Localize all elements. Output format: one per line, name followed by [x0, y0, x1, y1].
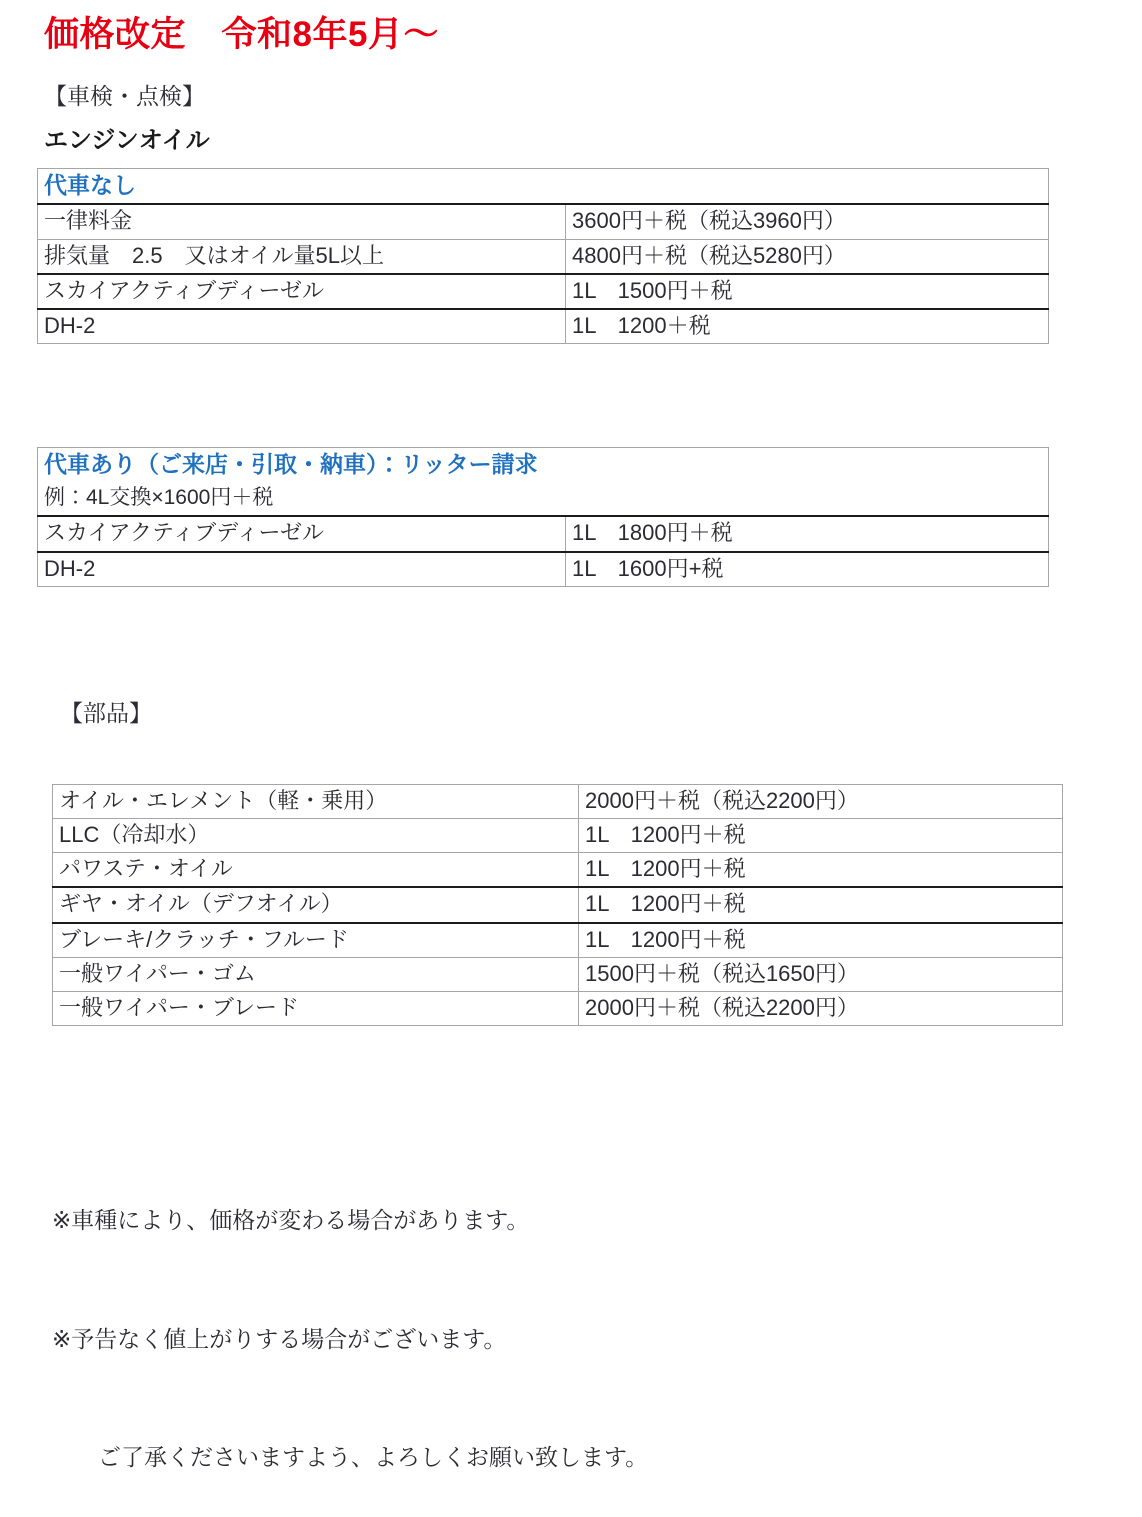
row-price: 1L 1200円＋税	[579, 819, 1063, 853]
table-row-header	[38, 169, 1049, 205]
row-item: ブレーキ/クラッチ・フルード	[53, 923, 579, 958]
table-with-loaner-header: 代車あり（ご来店・引取・納車）：リッター請求	[38, 448, 1049, 483]
row-price: 2000円＋税（税込2200円）	[579, 991, 1063, 1025]
table-row-header	[38, 448, 1049, 483]
table-row	[53, 991, 1063, 1025]
table-row	[38, 274, 1049, 309]
row-item: 排気量 2.5 又はオイル量5L以上	[38, 239, 566, 274]
row-price: 1L 1200円＋税	[579, 853, 1063, 888]
row-item: LLC（冷却水）	[53, 819, 579, 853]
row-item: パワステ・オイル	[53, 853, 579, 888]
table-row	[53, 853, 1063, 888]
row-item: DH-2	[38, 552, 566, 587]
row-price: 4800円＋税（税込5280円）	[566, 239, 1049, 274]
table-row	[38, 309, 1049, 344]
table-parts	[52, 784, 1063, 1026]
table-no-loaner-header: 代車なし	[38, 169, 1049, 205]
row-item: DH-2	[38, 309, 566, 344]
table-no-loaner	[37, 168, 1049, 344]
row-price: 1L 1500円＋税	[566, 274, 1049, 309]
table-row	[38, 204, 1049, 239]
row-price: 2000円＋税（税込2200円）	[579, 785, 1063, 819]
row-item: スカイアクティブディーゼル	[38, 516, 566, 551]
table-row	[38, 552, 1049, 587]
section-label-inspection: 【車検・点検】	[44, 83, 205, 109]
row-item: 一律料金	[38, 204, 566, 239]
row-price: 1L 1200円＋税	[579, 887, 1063, 922]
section-label-engine-oil: エンジンオイル	[44, 127, 210, 154]
table-with-loaner	[37, 447, 1049, 587]
row-price: 1L 1600円+税	[566, 552, 1049, 587]
table-row	[53, 957, 1063, 991]
row-item: スカイアクティブディーゼル	[38, 274, 566, 309]
row-item: 一般ワイパー・ゴム	[53, 957, 579, 991]
page-title: 価格改定 令和8年5月～	[44, 15, 439, 54]
row-price: 1L 1200＋税	[566, 309, 1049, 344]
row-item: オイル・エレメント（軽・乗用）	[53, 785, 579, 819]
row-price: 1L 1800円＋税	[566, 516, 1049, 551]
row-price: 3600円＋税（税込3960円）	[566, 204, 1049, 239]
table-with-loaner-note: 例：4L交換×1600円＋税	[38, 482, 1049, 516]
row-item: ギヤ・オイル（デフオイル）	[53, 887, 579, 922]
table-row	[53, 887, 1063, 922]
row-item: 一般ワイパー・ブレード	[53, 991, 579, 1025]
footer-note-line: ご了承くださいますよう、よろしくお願い致します。	[52, 1444, 649, 1471]
row-price: 1L 1200円＋税	[579, 923, 1063, 958]
footer-notes	[52, 1122, 648, 1517]
table-row	[38, 239, 1049, 274]
footer-note-line: ※車種により、価格が変わる場合があります。	[52, 1207, 530, 1234]
section-label-parts: 【部品】	[60, 700, 152, 726]
table-row	[53, 819, 1063, 853]
table-row	[53, 923, 1063, 958]
table-row-note	[38, 482, 1049, 516]
footer-note-line: ※予告なく値上がりする場合がございます。	[52, 1325, 507, 1352]
row-price: 1500円＋税（税込1650円）	[579, 957, 1063, 991]
table-row	[38, 516, 1049, 551]
table-row	[53, 785, 1063, 819]
